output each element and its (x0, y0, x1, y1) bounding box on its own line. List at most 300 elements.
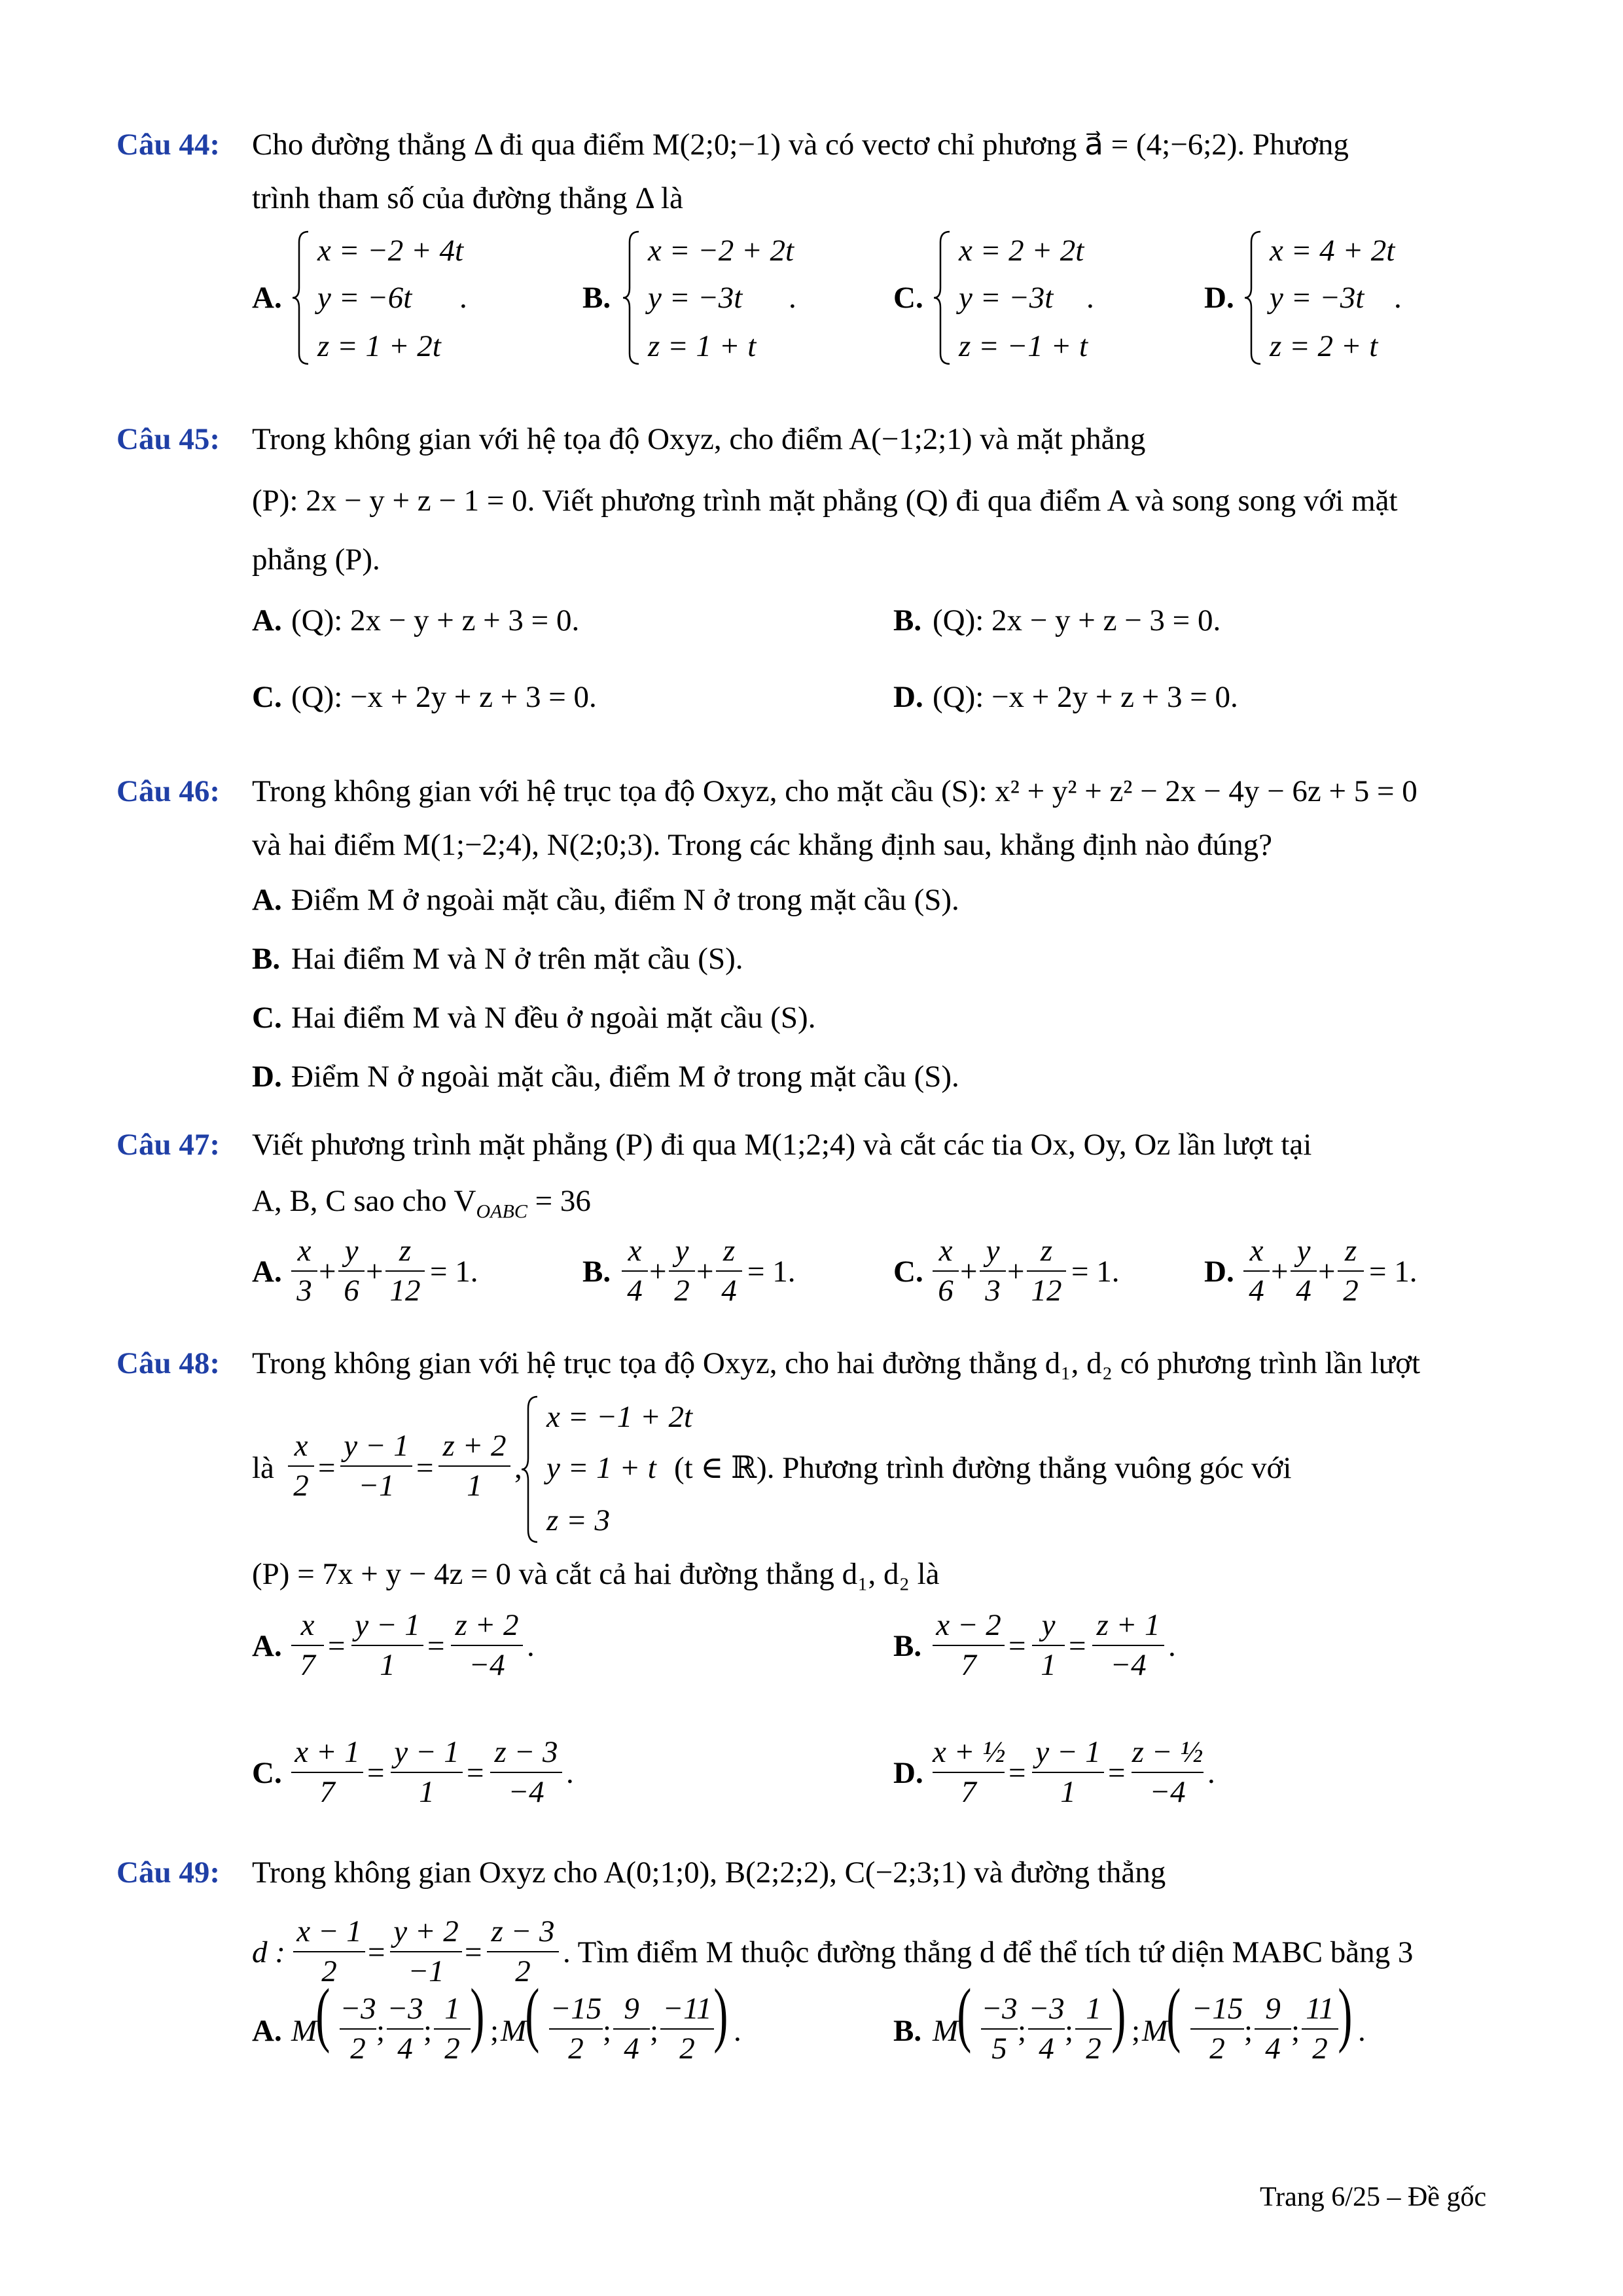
option-text: Điểm N ở ngoài mặt cầu, điểm M ở trong mặt cầu (S). (291, 1060, 959, 1094)
denominator: 7 (961, 1775, 976, 1809)
fraction (1075, 1994, 1112, 2064)
option-key: B. (893, 1629, 922, 1663)
fraction (669, 1236, 695, 1306)
fraction-bar (438, 1465, 510, 1467)
denominator: 4 (1296, 1274, 1311, 1308)
fraction-bar (387, 2028, 423, 2030)
option-text: Hai điểm M và N đều ở ngoài mặt cầu (S). (291, 1001, 816, 1035)
system-row: z = 1 + 2t (317, 329, 441, 363)
fraction-bar (669, 1270, 695, 1272)
operator: = (416, 1451, 434, 1485)
fraction (613, 1994, 650, 2064)
fraction (933, 1737, 1005, 1808)
fraction-bar (338, 1270, 365, 1272)
brace-icon (291, 229, 311, 367)
operator: . (1207, 1756, 1215, 1790)
system-row: z = 3 (546, 1503, 611, 1537)
fraction-bar (933, 1772, 1005, 1773)
fraction-bar (291, 1772, 363, 1773)
operator: = 1. (1369, 1255, 1418, 1289)
denominator: 2 (515, 1954, 531, 1988)
brace-icon (520, 1394, 540, 1545)
fraction (933, 1236, 959, 1306)
numerator: z − ½ (1132, 1735, 1204, 1769)
fraction (1255, 1994, 1291, 2064)
operator: . (1358, 2014, 1366, 2048)
denominator: −1 (408, 1954, 444, 1988)
fraction (716, 1236, 742, 1306)
option-tail: . (459, 281, 467, 315)
denominator: 4 (627, 1274, 643, 1308)
question-text: . Tìm điểm M thuộc đường thẳng d để thể tích tứ diện MABC bằng 3 (563, 1935, 1414, 1969)
fraction (385, 1236, 425, 1306)
option-key: C. (252, 1756, 282, 1790)
fraction (291, 1737, 363, 1808)
system-row: y = −3t (1270, 281, 1364, 315)
numerator: −3 (340, 1992, 376, 2026)
fraction-bar (980, 1270, 1006, 1272)
numerator: x (294, 1429, 308, 1463)
operator: ; (1018, 2014, 1027, 2048)
option-key: A. (252, 1629, 282, 1663)
numerator: x + ½ (933, 1735, 1006, 1769)
question-text: Viết phương trình mặt phẳng (P) đi qua M(1;2;4) và cắt các tia Ox, Oy, Oz lần lượt tại (252, 1128, 1312, 1162)
paren-open: ( (525, 1974, 540, 2054)
fraction (660, 1994, 714, 2064)
numerator: x − 1 (296, 1914, 362, 1948)
numerator: −15 (550, 1992, 602, 2026)
operator: + (1318, 1255, 1336, 1289)
fraction (1190, 1994, 1244, 2064)
option-key: A. (252, 603, 282, 637)
operator: = 1. (430, 1255, 478, 1289)
equation-system (291, 229, 488, 367)
numerator: y − 1 (344, 1429, 409, 1463)
equation-system (933, 229, 1129, 367)
fraction (981, 1994, 1018, 2064)
denominator: 2 (1086, 2032, 1101, 2066)
denominator: 1 (467, 1469, 482, 1503)
brace-icon (933, 229, 952, 367)
brace-icon (622, 229, 641, 367)
operator: = (1008, 1756, 1026, 1790)
fraction-bar (1255, 2028, 1291, 2030)
fraction (1291, 1236, 1317, 1306)
fraction (434, 1994, 471, 2064)
option-key: C. (893, 281, 923, 315)
fraction-bar (549, 2028, 603, 2030)
denominator: 7 (319, 1775, 335, 1809)
operator: = 1. (1071, 1255, 1120, 1289)
denominator: −4 (469, 1648, 505, 1682)
fraction-bar (291, 1645, 324, 1646)
denominator: 2 (444, 2032, 460, 2066)
option-text: Điểm M ở ngoài mặt cầu, điểm N ở trong mặt cầu (S). (291, 883, 959, 917)
paren-open: ( (315, 1974, 330, 2054)
brace-icon (1243, 229, 1263, 367)
operator: ; (1065, 2014, 1074, 2048)
fraction-bar (487, 1951, 559, 1952)
operator: = (427, 1629, 445, 1663)
operator: = (368, 1935, 385, 1969)
fraction (1132, 1737, 1204, 1808)
fraction (351, 1610, 423, 1681)
fraction-bar (1243, 1270, 1270, 1272)
option-text: (Q): −x + 2y + z + 3 = 0. (933, 680, 1238, 714)
option-key: B. (252, 942, 281, 976)
denominator: 3 (985, 1274, 1001, 1308)
denominator: 2 (679, 2032, 695, 2066)
numerator: y − 1 (394, 1735, 459, 1769)
operator: M (933, 2014, 959, 2048)
denominator: 2 (568, 2032, 584, 2066)
volume-subscript: OABC (476, 1200, 527, 1223)
numerator: 1 (1086, 1992, 1101, 2026)
denominator: 4 (624, 2032, 639, 2066)
denominator: 4 (1039, 2032, 1054, 2066)
option-key: A. (252, 1255, 282, 1289)
question-label: Câu 44: (116, 128, 220, 162)
question-label: Câu 49: (116, 1856, 220, 1890)
equation-system (1243, 229, 1440, 367)
denominator: 2 (1209, 2032, 1225, 2066)
question-text: và hai điểm M(1;−2;4), N(2;0;3). Trong các khẳng định sau, khẳng định nào đúng? (252, 828, 1272, 862)
denominator: 2 (1312, 2032, 1328, 2066)
denominator: −1 (358, 1469, 395, 1503)
question-text (252, 1186, 591, 1221)
question-text: (P): 2x − y + z − 1 = 0. Viết phương trình mặt phẳng (Q) đi qua điểm A và song song với mặt (252, 484, 1398, 518)
operator: = (467, 1756, 484, 1790)
fraction-bar (1302, 2028, 1338, 2030)
question-text: Trong không gian với hệ tọa độ Oxyz, cho điểm A(−1;2;1) và mặt phẳng (252, 422, 1146, 456)
denominator: 3 (296, 1274, 312, 1308)
operator: ; (1132, 2014, 1141, 2048)
numerator: 11 (1306, 1992, 1334, 2026)
denominator: 1 (419, 1775, 435, 1809)
numerator: 9 (624, 1992, 639, 2026)
operator: + (696, 1255, 714, 1289)
line-d-prefix: d : (252, 1935, 285, 1969)
question-label: Câu 47: (116, 1128, 220, 1162)
operator: . (527, 1629, 535, 1663)
question-label: Câu 45: (116, 422, 220, 456)
system-row: z = 1 + t (648, 329, 757, 363)
denominator: 2 (321, 1954, 337, 1988)
paren-close: ) (1338, 1974, 1353, 2054)
system-row: z = 2 + t (1270, 329, 1378, 363)
paren-close: ) (1111, 1974, 1126, 2054)
fraction-bar (340, 2028, 376, 2030)
denominator: 7 (961, 1648, 976, 1682)
numerator: z (399, 1234, 412, 1268)
option-key: B. (893, 603, 922, 637)
option-key: D. (252, 1060, 282, 1094)
numerator: x − 2 (936, 1608, 1001, 1642)
operator: ; (1244, 2014, 1253, 2048)
fraction (438, 1431, 510, 1501)
operator: = (328, 1629, 346, 1663)
fraction (933, 1610, 1005, 1681)
numerator: y − 1 (1035, 1735, 1101, 1769)
operator: . (566, 1756, 574, 1790)
option-key: C. (252, 1001, 282, 1035)
numerator: z (722, 1234, 736, 1268)
question-text: (t ∈ ℝ). Phương trình đường thẳng vuông góc với (674, 1451, 1292, 1485)
operator: M (291, 2014, 317, 2048)
denominator: 12 (1031, 1274, 1062, 1308)
denominator: 6 (344, 1274, 359, 1308)
operator: . (734, 2014, 741, 2048)
numerator: −3 (1028, 1992, 1065, 2026)
numerator: −3 (387, 1992, 423, 2026)
operator: + (1007, 1255, 1025, 1289)
operator: ; (490, 2014, 499, 2048)
fraction-bar (490, 1772, 562, 1773)
option-key: D. (1204, 1255, 1234, 1289)
option-key: D. (893, 1756, 923, 1790)
system-row: x = −2 + 2t (648, 234, 794, 268)
question-text: Trong không gian với hệ trục tọa độ Oxyz, cho mặt cầu (S): x² + y² + z² − 2x − 4y − 6z + 5 = 0 (252, 774, 1418, 808)
numerator: y (986, 1234, 1000, 1268)
denominator: 2 (350, 2032, 366, 2066)
system-row: y = 1 + t (546, 1451, 656, 1485)
denominator: −4 (1149, 1775, 1186, 1809)
operator: = (367, 1756, 385, 1790)
numerator: z − 3 (491, 1914, 555, 1948)
question-text: là (252, 1451, 274, 1485)
paren-open: ( (1166, 1974, 1181, 2054)
denominator: 2 (674, 1274, 690, 1308)
numerator: z (1344, 1234, 1357, 1268)
fraction (487, 1916, 559, 1987)
option-key: B. (893, 2014, 922, 2048)
operator: M (501, 2014, 527, 2048)
option-key: D. (1204, 281, 1234, 315)
operator: + (1271, 1255, 1289, 1289)
fraction (1302, 1994, 1338, 2064)
denominator: 4 (721, 1274, 737, 1308)
numerator: y (675, 1234, 689, 1268)
operator: = (1108, 1756, 1126, 1790)
question-label: Câu 46: (116, 774, 220, 808)
operator: ; (1291, 2014, 1300, 2048)
fraction-bar (716, 1270, 742, 1272)
system-row: x = −1 + 2t (546, 1400, 693, 1434)
system-row: y = −3t (648, 281, 743, 315)
fraction-bar (660, 2028, 714, 2030)
numerator: x (300, 1608, 315, 1642)
operator: = (318, 1451, 336, 1485)
fraction-bar (1092, 1645, 1164, 1646)
system-row: x = −2 + 4t (317, 234, 464, 268)
fraction (391, 1737, 463, 1808)
fraction-bar (291, 1270, 317, 1272)
denominator: 12 (389, 1274, 421, 1308)
numerator: z + 1 (1096, 1608, 1160, 1642)
operator: = (465, 1935, 482, 1969)
question-text: Trong không gian với hệ trục tọa độ Oxyz, cho hai đường thẳng d₁, d₂ có phương trình lần lượt (252, 1346, 1421, 1380)
fraction-bar (1028, 2028, 1065, 2030)
fraction (451, 1610, 523, 1681)
fraction-bar (981, 2028, 1018, 2030)
fraction (549, 1994, 603, 2064)
operator: M (1142, 2014, 1168, 2048)
fraction-bar (288, 1465, 314, 1467)
operator: ; (603, 2014, 612, 2048)
fraction-bar (622, 1270, 648, 1272)
denominator: 2 (1343, 1274, 1359, 1308)
fraction (1032, 1610, 1065, 1681)
question-text: phẳng (P). (252, 543, 380, 577)
numerator: y (344, 1234, 359, 1268)
fraction-bar (1291, 1270, 1317, 1272)
denominator: 4 (1265, 2032, 1281, 2066)
operator: + (319, 1255, 336, 1289)
operator: ; (650, 2014, 659, 2048)
option-key: C. (893, 1255, 923, 1289)
numerator: y − 1 (355, 1608, 420, 1642)
option-key: A. (252, 281, 282, 315)
denominator: 1 (380, 1648, 395, 1682)
fraction (622, 1236, 648, 1306)
fraction (1092, 1610, 1164, 1681)
fraction-bar (1032, 1772, 1104, 1773)
question-text: Cho đường thẳng Δ đi qua điểm M(2;0;−1) và có vectơ chỉ phương a⃗ = (4;−6;2). Phương (252, 128, 1349, 162)
denominator: 1 (1041, 1648, 1056, 1682)
fraction (291, 1236, 317, 1306)
denominator: 7 (300, 1648, 315, 1682)
fraction (291, 1610, 324, 1681)
option-tail: . (789, 281, 796, 315)
fraction-bar (390, 1951, 462, 1952)
denominator: −4 (508, 1775, 544, 1809)
numerator: 1 (444, 1992, 460, 2026)
fraction (490, 1737, 562, 1808)
numerator: y (1041, 1608, 1056, 1642)
fraction (1243, 1236, 1270, 1306)
question-label: Câu 48: (116, 1346, 220, 1380)
fraction-bar (451, 1645, 523, 1646)
fraction-bar (933, 1645, 1005, 1646)
operator: ; (376, 2014, 385, 2048)
denominator: 6 (938, 1274, 954, 1308)
numerator: x (938, 1234, 953, 1268)
paren-open: ( (957, 1974, 972, 2054)
fraction-bar (1132, 1772, 1204, 1773)
fraction (1028, 1994, 1065, 2064)
numerator: x (297, 1234, 312, 1268)
system-row: y = −3t (959, 281, 1054, 315)
numerator: y + 2 (393, 1914, 459, 1948)
fraction-bar (385, 1270, 425, 1272)
numerator: −15 (1191, 1992, 1243, 2026)
denominator: 4 (1249, 1274, 1264, 1308)
denominator: 1 (1060, 1775, 1076, 1809)
fraction (1338, 1236, 1364, 1306)
numerator: 9 (1265, 1992, 1281, 2026)
option-key: D. (893, 680, 923, 714)
operator: + (366, 1255, 383, 1289)
option-text: (Q): 2x − y + z − 3 = 0. (933, 603, 1221, 637)
fraction-bar (340, 1465, 412, 1467)
fraction-bar (391, 1772, 463, 1773)
operator: . (1168, 1629, 1176, 1663)
numerator: x (1249, 1234, 1264, 1268)
numerator: x (628, 1234, 642, 1268)
fraction (980, 1236, 1006, 1306)
fraction (1032, 1737, 1104, 1808)
fraction-bar (1075, 2028, 1112, 2030)
system-row: y = −6t (317, 281, 412, 315)
numerator: −3 (981, 1992, 1018, 2026)
option-key: C. (252, 680, 282, 714)
fraction-bar (293, 1951, 365, 1952)
option-key: B. (582, 281, 611, 315)
fraction-bar (1032, 1645, 1065, 1646)
system-row: x = 4 + 2t (1270, 234, 1395, 268)
denominator: −4 (1110, 1648, 1147, 1682)
page-footer: Trang 6/25 – Đề gốc (1260, 2182, 1487, 2212)
denominator: 2 (293, 1469, 309, 1503)
fraction (387, 1994, 423, 2064)
system-row: z = −1 + t (959, 329, 1088, 363)
fraction (340, 1994, 376, 2064)
fraction-bar (1190, 2028, 1244, 2030)
operator: ; (423, 2014, 433, 2048)
numerator: y (1296, 1234, 1311, 1268)
fraction-bar (1338, 1270, 1364, 1272)
option-text: (Q): 2x − y + z + 3 = 0. (291, 603, 580, 637)
question-text: trình tham số của đường thẳng Δ là (252, 181, 683, 215)
fraction-bar (434, 2028, 471, 2030)
fraction (340, 1431, 412, 1501)
numerator: z (1040, 1234, 1053, 1268)
fraction (288, 1431, 314, 1501)
option-tail: . (1394, 281, 1402, 315)
volume-rhs: = 36 (527, 1184, 591, 1218)
denominator: 5 (991, 2032, 1007, 2066)
option-key: A. (252, 883, 282, 917)
fraction (1027, 1236, 1066, 1306)
denominator: 4 (397, 2032, 413, 2066)
operator: + (960, 1255, 978, 1289)
numerator: z + 2 (442, 1429, 507, 1463)
paren-close: ) (470, 1974, 485, 2054)
numerator: z − 3 (494, 1735, 558, 1769)
operator: = (1008, 1629, 1026, 1663)
numerator: z + 2 (455, 1608, 519, 1642)
fraction-bar (1027, 1270, 1066, 1272)
volume-text: A, B, C sao cho V (252, 1184, 476, 1218)
option-text: (Q): −x + 2y + z + 3 = 0. (291, 680, 597, 714)
operator: = (1069, 1629, 1086, 1663)
operator: + (649, 1255, 667, 1289)
system-row: x = 2 + 2t (959, 234, 1084, 268)
option-text: Hai điểm M và N ở trên mặt cầu (S). (291, 942, 743, 976)
question-text: (P) = 7x + y − 4z = 0 và cắt cả hai đường thẳng d₁, d₂ là (252, 1557, 940, 1591)
fraction (338, 1236, 365, 1306)
fraction-bar (613, 2028, 650, 2030)
option-key: B. (582, 1255, 611, 1289)
fraction-bar (933, 1270, 959, 1272)
numerator: x + 1 (294, 1735, 360, 1769)
operator: , (514, 1451, 522, 1485)
fraction-bar (351, 1645, 423, 1646)
operator: = 1. (747, 1255, 796, 1289)
fraction (390, 1916, 462, 1987)
paren-close: ) (713, 1974, 728, 2054)
option-key: A. (252, 2014, 282, 2048)
